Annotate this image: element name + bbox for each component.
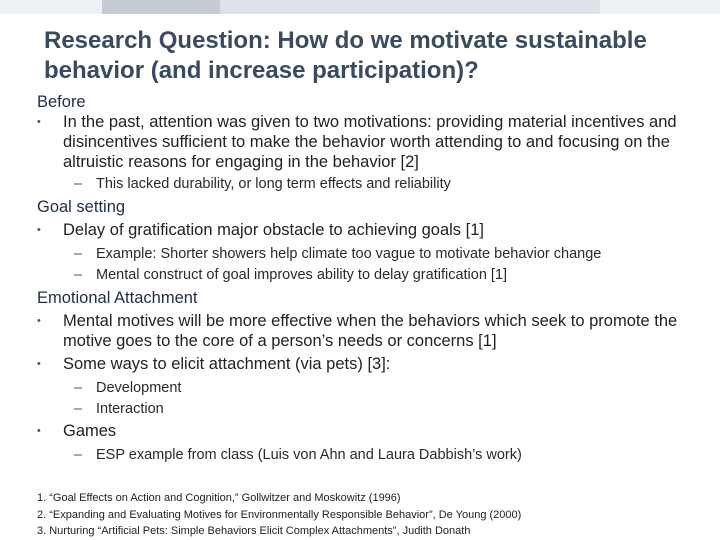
sub-bullet-item: [37, 265, 707, 285]
reference-item: 3. Nurturing “Artificial Pets: Simple Behaviors Elicit Complex Attachments”, Judith Donath: [37, 525, 471, 537]
dash-glyph: –: [74, 447, 83, 463]
bullet-glyph: •: [37, 116, 41, 128]
section-heading-before: Before: [37, 93, 86, 111]
bullet-glyph: •: [37, 224, 41, 236]
top-bar-segment: [220, 0, 600, 14]
bullet-text: Games: [63, 422, 117, 440]
top-bar-segment: [600, 0, 720, 14]
sub-bullet-item: [37, 174, 707, 194]
bullet-item: [37, 220, 707, 240]
reference-item: 1. “Goal Effects on Action and Cognition,” Gollwitzer and Moskowitz (1996): [37, 492, 401, 504]
bullet-glyph: •: [37, 358, 41, 370]
bullet-item: [37, 354, 707, 374]
dash-glyph: –: [74, 176, 83, 192]
sub-bullet-item: [37, 244, 707, 264]
sub-bullet-item: [37, 399, 707, 419]
top-bar-segment: [0, 0, 102, 14]
section-heading-emotional-attachment: Emotional Attachment: [37, 289, 198, 307]
top-decorative-bar: [0, 0, 720, 14]
dash-glyph: –: [74, 401, 83, 417]
dash-glyph: –: [74, 267, 83, 283]
sub-bullet-text: ESP example from class (Luis von Ahn and Laura Dabbish’s work): [96, 447, 522, 463]
bullet-item: [37, 112, 707, 172]
sub-bullet-text: Mental construct of goal improves ability to delay gratification [1]: [96, 267, 508, 283]
bullet-text: Mental motives will be more effective when the behaviors which seek to promote the motive goes to the core of a person’s needs or concerns [1]: [63, 312, 678, 350]
slide-title: Research Question: How do we motivate sustainable behavior (and increase participation)?: [44, 27, 647, 84]
bullet-glyph: •: [37, 425, 41, 437]
bullet-text: Some ways to elicit attachment (via pets) [3]:: [63, 355, 391, 373]
sub-bullet-item: [37, 378, 707, 398]
dash-glyph: –: [74, 246, 83, 262]
sub-bullet-text: This lacked durability, or long term effects and reliability: [96, 176, 451, 192]
bullet-item: [37, 421, 707, 441]
sub-bullet-item: [37, 445, 707, 465]
sub-bullet-text: Development: [96, 380, 182, 396]
dash-glyph: –: [74, 380, 83, 396]
references-list: [37, 490, 707, 540]
bullet-text: Delay of gratification major obstacle to achieving goals [1]: [63, 221, 484, 239]
section-heading-goal-setting: Goal setting: [37, 198, 126, 216]
sub-bullet-text: Interaction: [96, 401, 164, 417]
sub-bullet-text: Example: Shorter showers help climate too vague to motivate behavior change: [96, 246, 602, 262]
slide-body: [37, 92, 707, 465]
bullet-text: In the past, attention was given to two motivations: providing material incentives and disincentives sufficient to make the behavior worth attending to and focusing on the altruistic reasons for engaging in the behavior [2]: [63, 113, 677, 171]
top-bar-segment: [102, 0, 220, 14]
bullet-glyph: •: [37, 315, 41, 327]
reference-item: 2. “Expanding and Evaluating Motives for Environmentally Responsible Behavior”, De Young (2000): [37, 508, 522, 521]
bullet-item: [37, 311, 707, 351]
